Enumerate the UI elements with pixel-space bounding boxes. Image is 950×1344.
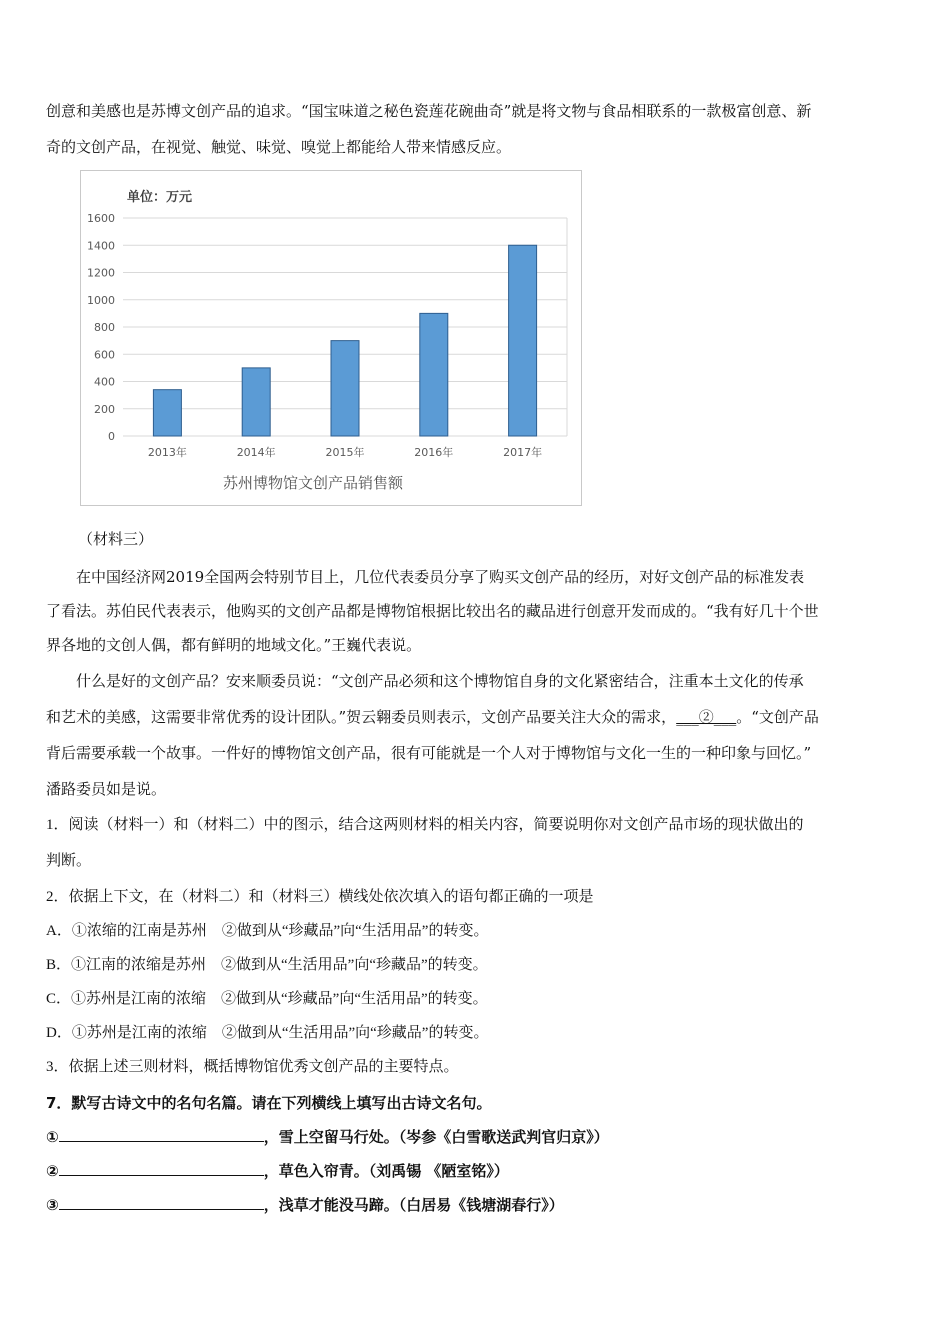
q7-item-2-num: ② (46, 1162, 59, 1180)
q7-item-2-blank[interactable] (59, 1157, 264, 1176)
option-a: A．①浓缩的江南是苏州 ②做到从“珍藏品”向“生活用品”的转变。 (46, 923, 489, 939)
chart-x-axis (148, 445, 542, 459)
chart-x-tick-label: 2014年 (236, 446, 276, 459)
material3-para1-line1: 在中国经济网2019全国两会特别节目上，几位代表委员分享了购买文创产品的经历，对好文创产品的标准发表 (76, 568, 805, 586)
chart-y-tick-label: 1000 (87, 293, 115, 307)
q7-item-3-blank[interactable] (59, 1191, 264, 1210)
chart-y-tick-label: 200 (94, 402, 115, 416)
blank-2: ___②___ (676, 708, 737, 726)
material3-heading: （材料三） (78, 530, 154, 548)
intro-line-2: 奇的文创产品，在视觉、触觉、味觉、嗅觉上都能给人带来情感反应。 (46, 138, 512, 156)
sales-bar-chart (80, 170, 582, 506)
chart-bars (153, 245, 536, 436)
material3-para1-line3: 界各地的文创人偶，都有鲜明的地域文化。”王巍代表说。 (46, 636, 422, 654)
chart-y-axis (87, 212, 115, 443)
q7-item-1-blank[interactable] (59, 1123, 264, 1142)
question-1-line1: 1．阅读（材料一）和（材料二）中的图示，结合这两则材料的相关内容，简要说明你对文创产品市场的现状做出的 (46, 817, 804, 833)
chart-x-tick-label: 2016年 (414, 446, 454, 459)
chart-x-tick-label: 2017年 (503, 446, 543, 459)
q7-item-1-text: ，雪上空留马行处。（岑参《白雪歌送武判官归京》） (263, 1128, 609, 1146)
option-b: B．①江南的浓缩是苏州 ②做到从“生活用品”向“珍藏品”的转变。 (46, 957, 488, 973)
question-3: 3．依据上述三则材料，概括博物馆优秀文创产品的主要特点。 (46, 1059, 459, 1075)
chart-bar-2013年 (153, 390, 181, 436)
chart-canvas (81, 171, 581, 505)
chart-bar-2014年 (242, 368, 270, 436)
chart-y-tick-label: 800 (94, 321, 115, 334)
para2-text-b: 。“文创产品 (736, 708, 819, 726)
chart-x-tick-label: 2013年 (147, 446, 187, 459)
question-2: 2．依据上下文，在（材料二）和（材料三）横线处依次填入的语句都正确的一项是 (46, 889, 594, 905)
option-c: C．①苏州是江南的浓缩 ②做到从“珍藏品”向“生活用品”的转变。 (46, 991, 488, 1007)
intro-line-1: 创意和美感也是苏博文创产品的追求。“国宝味道之秘色瓷莲花碗曲奇”就是将文物与食品相联系的一款极富创意、新 (46, 102, 812, 120)
chart-unit-label: 单位：万元 (127, 190, 193, 205)
material3-para2-line2 (46, 700, 908, 734)
chart-y-tick-label: 1200 (87, 266, 115, 280)
q7-item-1-num: ① (46, 1128, 59, 1146)
para2-text-a: 和艺术的美感，这需要非常优秀的设计团队。”贺云翱委员则表示，文创产品要关注大众的需求， (46, 708, 677, 726)
chart-bar-2017年 (509, 245, 537, 436)
q7-item-3-num: ③ (46, 1196, 59, 1214)
chart-y-tick-label: 600 (94, 348, 115, 362)
question-1-line2: 判断。 (46, 853, 92, 869)
chart-y-tick-label: 400 (94, 375, 115, 389)
material3-para1-line2: 了看法。苏伯民代表表示，他购买的文创产品都是博物馆根据比较出名的藏品进行创意开发而成的。“我有好几十个世 (46, 602, 819, 620)
chart-title: 苏州博物馆文创产品销售额 (222, 474, 404, 492)
q7-item-3 (46, 1188, 908, 1222)
q7-item-3-text: ，浅草才能没马蹄。（白居易《钱塘湖春行》） (263, 1196, 564, 1214)
material3-para2-line4: 潘路委员如是说。 (46, 780, 167, 798)
chart-x-tick-label: 2015年 (325, 446, 365, 459)
chart-y-tick-label: 0 (108, 430, 115, 443)
chart-bar-2015年 (331, 341, 359, 436)
option-d: D．①苏州是江南的浓缩 ②做到从“生活用品”向“珍藏品”的转变。 (46, 1025, 489, 1041)
chart-y-tick-label: 1400 (87, 239, 115, 253)
chart-bar-2016年 (420, 313, 448, 436)
material3-para2-line3: 背后需要承载一个故事。一件好的博物馆文创产品，很有可能就是一个人对于博物馆与文化一生的一种印象与回忆。” (46, 744, 812, 762)
material3-para2-line1: 什么是好的文创产品？安来顺委员说：“文创产品必须和这个博物馆自身的文化紧密结合，注重本土文化的传承 (76, 672, 804, 690)
q7-item-1 (46, 1120, 908, 1154)
q7-item-2 (46, 1154, 908, 1188)
question-7-title: 7．默写古诗文中的名句名篇。请在下列横线上填写出古诗文名句。 (46, 1094, 492, 1112)
q7-item-2-text: ，草色入帘青。（刘禹锡 《陋室铭》） (263, 1162, 509, 1180)
chart-y-tick-label: 1600 (87, 212, 115, 225)
